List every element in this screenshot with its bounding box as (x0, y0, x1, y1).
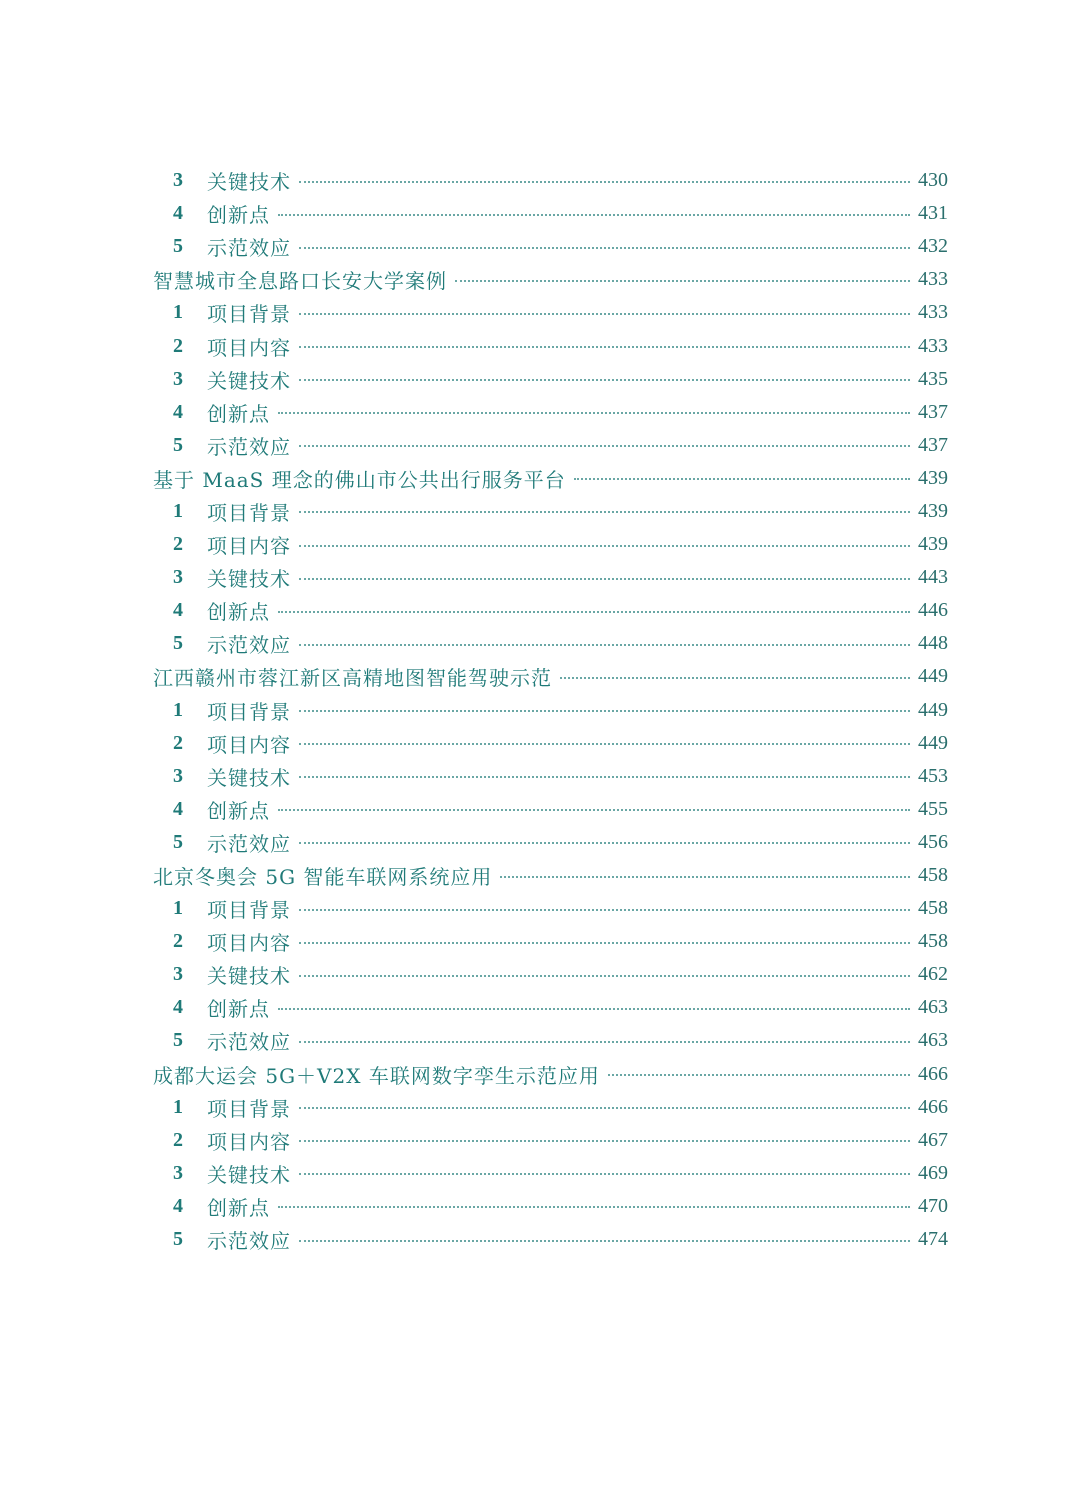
toc-section-entry[interactable] (153, 462, 948, 495)
toc-page-number: 469 (918, 1161, 948, 1184)
toc-entry-number: 5 (173, 235, 183, 258)
toc-page-number: 433 (918, 268, 948, 291)
toc-entry-title: 创新点 (207, 1195, 270, 1220)
dot-leader (299, 1041, 910, 1043)
toc-entry-title: 江西赣州市蓉江新区高精地图智能驾驶示范 (153, 666, 552, 691)
toc-subsection-entry[interactable] (153, 958, 948, 991)
toc-subsection-entry[interactable] (153, 164, 948, 197)
toc-entry-title: 示范效应 (207, 434, 291, 459)
toc-entry-number: 2 (173, 731, 183, 754)
toc-page-number: 466 (918, 1095, 948, 1118)
toc-subsection-entry[interactable] (153, 495, 948, 528)
toc-entry-title: 项目背景 (207, 1096, 291, 1121)
toc-page-number: 439 (918, 533, 948, 556)
toc-entry-title: 关键技术 (207, 964, 291, 989)
toc-subsection-entry[interactable] (153, 694, 948, 727)
toc-entry-number: 4 (173, 996, 183, 1019)
dot-leader (574, 478, 910, 480)
toc-entry-title: 关键技术 (207, 567, 291, 592)
toc-entry-title: 项目背景 (207, 898, 291, 923)
dot-leader (299, 1140, 910, 1142)
dot-leader (299, 313, 910, 315)
toc-page-number: 448 (918, 632, 948, 655)
table-of-contents (153, 164, 948, 1256)
dot-leader (278, 214, 910, 216)
dot-leader (278, 412, 910, 414)
toc-entry-title: 项目背景 (207, 699, 291, 724)
dot-leader (299, 1240, 910, 1242)
dot-leader (299, 346, 910, 348)
toc-entry-number: 3 (173, 1161, 183, 1184)
toc-entry-title: 示范效应 (207, 236, 291, 261)
dot-leader (299, 181, 910, 183)
toc-entry-number: 4 (173, 400, 183, 423)
toc-page-number: 437 (918, 400, 948, 423)
toc-entry-number: 1 (173, 301, 183, 324)
toc-subsection-entry[interactable] (153, 892, 948, 925)
toc-page-number: 449 (918, 665, 948, 688)
toc-entry-title: 关键技术 (207, 170, 291, 195)
toc-page-number: 432 (918, 235, 948, 258)
toc-subsection-entry[interactable] (153, 396, 948, 429)
toc-page-number: 433 (918, 334, 948, 357)
dot-leader (560, 677, 910, 679)
toc-entry-title: 项目内容 (207, 534, 291, 559)
toc-section-entry[interactable] (153, 263, 948, 296)
toc-page-number: 463 (918, 1029, 948, 1052)
toc-page-number: 467 (918, 1128, 948, 1151)
toc-page-number: 462 (918, 963, 948, 986)
toc-entry-number: 5 (173, 830, 183, 853)
dot-leader (299, 1173, 910, 1175)
toc-page-number: 474 (918, 1228, 948, 1251)
dot-leader (299, 743, 910, 745)
toc-page-number: 458 (918, 864, 948, 887)
toc-entry-number: 1 (173, 897, 183, 920)
toc-page-number: 458 (918, 930, 948, 953)
toc-page-number: 431 (918, 202, 948, 225)
dot-leader (608, 1074, 910, 1076)
toc-entry-number: 1 (173, 499, 183, 522)
toc-page-number: 470 (918, 1194, 948, 1217)
toc-entry-number: 2 (173, 533, 183, 556)
toc-entry-number: 2 (173, 1128, 183, 1151)
toc-page-number: 456 (918, 830, 948, 853)
dot-leader (299, 445, 910, 447)
toc-subsection-entry[interactable] (153, 594, 948, 627)
toc-entry-title: 智慧城市全息路口长安大学案例 (153, 269, 447, 294)
dot-leader (278, 809, 910, 811)
toc-section-entry[interactable] (153, 1058, 948, 1091)
dot-leader (299, 942, 910, 944)
toc-entry-title: 创新点 (207, 600, 270, 625)
dot-leader (299, 545, 910, 547)
toc-entry-title: 示范效应 (207, 1030, 291, 1055)
toc-subsection-entry[interactable] (153, 528, 948, 561)
toc-entry-number: 1 (173, 698, 183, 721)
toc-entry-title: 项目内容 (207, 931, 291, 956)
toc-entry-number: 4 (173, 1194, 183, 1217)
toc-entry-number: 1 (173, 1095, 183, 1118)
toc-subsection-entry[interactable] (153, 561, 948, 594)
toc-entry-title: 北京冬奥会 5G 智能车联网系统应用 (153, 865, 493, 890)
toc-entry-number: 5 (173, 433, 183, 456)
toc-entry-number: 4 (173, 202, 183, 225)
toc-entry-number: 5 (173, 632, 183, 655)
toc-entry-title: 示范效应 (207, 831, 291, 856)
dot-leader (299, 842, 910, 844)
toc-entry-title: 成都大运会 5G＋V2X 车联网数字孪生示范应用 (153, 1063, 600, 1088)
toc-subsection-entry[interactable] (153, 296, 948, 329)
toc-subsection-entry[interactable] (153, 627, 948, 660)
toc-entry-number: 2 (173, 930, 183, 953)
toc-subsection-entry[interactable] (153, 1124, 948, 1157)
toc-subsection-entry[interactable] (153, 727, 948, 760)
dot-leader (299, 511, 910, 513)
toc-page-number: 458 (918, 897, 948, 920)
toc-subsection-entry[interactable] (153, 826, 948, 859)
toc-entry-title: 关键技术 (207, 368, 291, 393)
toc-page-number: 463 (918, 996, 948, 1019)
toc-page-number: 453 (918, 764, 948, 787)
toc-page-number: 433 (918, 301, 948, 324)
dot-leader (278, 611, 910, 613)
toc-entry-title: 创新点 (207, 997, 270, 1022)
toc-page-number: 435 (918, 367, 948, 390)
toc-entry-number: 5 (173, 1228, 183, 1251)
dot-leader (299, 710, 910, 712)
toc-entry-title: 关键技术 (207, 1162, 291, 1187)
dot-leader (299, 909, 910, 911)
toc-entry-title: 项目内容 (207, 1129, 291, 1154)
toc-entry-number: 3 (173, 566, 183, 589)
toc-entry-number: 3 (173, 169, 183, 192)
toc-page-number: 449 (918, 698, 948, 721)
toc-subsection-entry[interactable] (153, 363, 948, 396)
toc-entry-title: 示范效应 (207, 633, 291, 658)
dot-leader (299, 975, 910, 977)
toc-subsection-entry[interactable] (153, 793, 948, 826)
toc-entry-title: 示范效应 (207, 1229, 291, 1254)
toc-page-number: 430 (918, 169, 948, 192)
toc-subsection-entry[interactable] (153, 760, 948, 793)
toc-subsection-entry[interactable] (153, 197, 948, 230)
toc-section-entry[interactable] (153, 660, 948, 693)
toc-subsection-entry[interactable] (153, 1091, 948, 1124)
toc-subsection-entry[interactable] (153, 925, 948, 958)
dot-leader (299, 578, 910, 580)
toc-entry-number: 3 (173, 764, 183, 787)
toc-entry-title: 项目背景 (207, 500, 291, 525)
dot-leader (299, 776, 910, 778)
toc-section-entry[interactable] (153, 859, 948, 892)
dot-leader (299, 247, 910, 249)
toc-entry-title: 项目背景 (207, 302, 291, 327)
toc-subsection-entry[interactable] (153, 429, 948, 462)
toc-entry-title: 创新点 (207, 203, 270, 228)
dot-leader (299, 379, 910, 381)
toc-page-number: 439 (918, 499, 948, 522)
toc-subsection-entry[interactable] (153, 230, 948, 263)
dot-leader (299, 644, 910, 646)
toc-entry-number: 3 (173, 963, 183, 986)
toc-entry-title: 创新点 (207, 798, 270, 823)
toc-subsection-entry[interactable] (153, 1223, 948, 1256)
toc-entry-number: 4 (173, 797, 183, 820)
toc-page-number: 443 (918, 566, 948, 589)
dot-leader (455, 280, 910, 282)
toc-page-number: 449 (918, 731, 948, 754)
toc-subsection-entry[interactable] (153, 1190, 948, 1223)
toc-entry-title: 关键技术 (207, 765, 291, 790)
toc-entry-number: 5 (173, 1029, 183, 1052)
dot-leader (299, 1107, 910, 1109)
toc-page-number: 437 (918, 433, 948, 456)
toc-entry-number: 3 (173, 367, 183, 390)
toc-page-number: 466 (918, 1062, 948, 1085)
dot-leader (278, 1008, 910, 1010)
toc-subsection-entry[interactable] (153, 329, 948, 362)
toc-entry-number: 2 (173, 334, 183, 357)
toc-entry-title: 项目内容 (207, 732, 291, 757)
dot-leader (500, 876, 910, 878)
toc-page-number: 455 (918, 797, 948, 820)
toc-page-number: 439 (918, 466, 948, 489)
toc-subsection-entry[interactable] (153, 1024, 948, 1057)
dot-leader (278, 1206, 910, 1208)
toc-entry-title: 基于 MaaS 理念的佛山市公共出行服务平台 (153, 467, 566, 492)
toc-entry-title: 创新点 (207, 401, 270, 426)
toc-entry-number: 4 (173, 599, 183, 622)
toc-page-number: 446 (918, 599, 948, 622)
toc-subsection-entry[interactable] (153, 1157, 948, 1190)
toc-subsection-entry[interactable] (153, 991, 948, 1024)
toc-entry-title: 项目内容 (207, 335, 291, 360)
